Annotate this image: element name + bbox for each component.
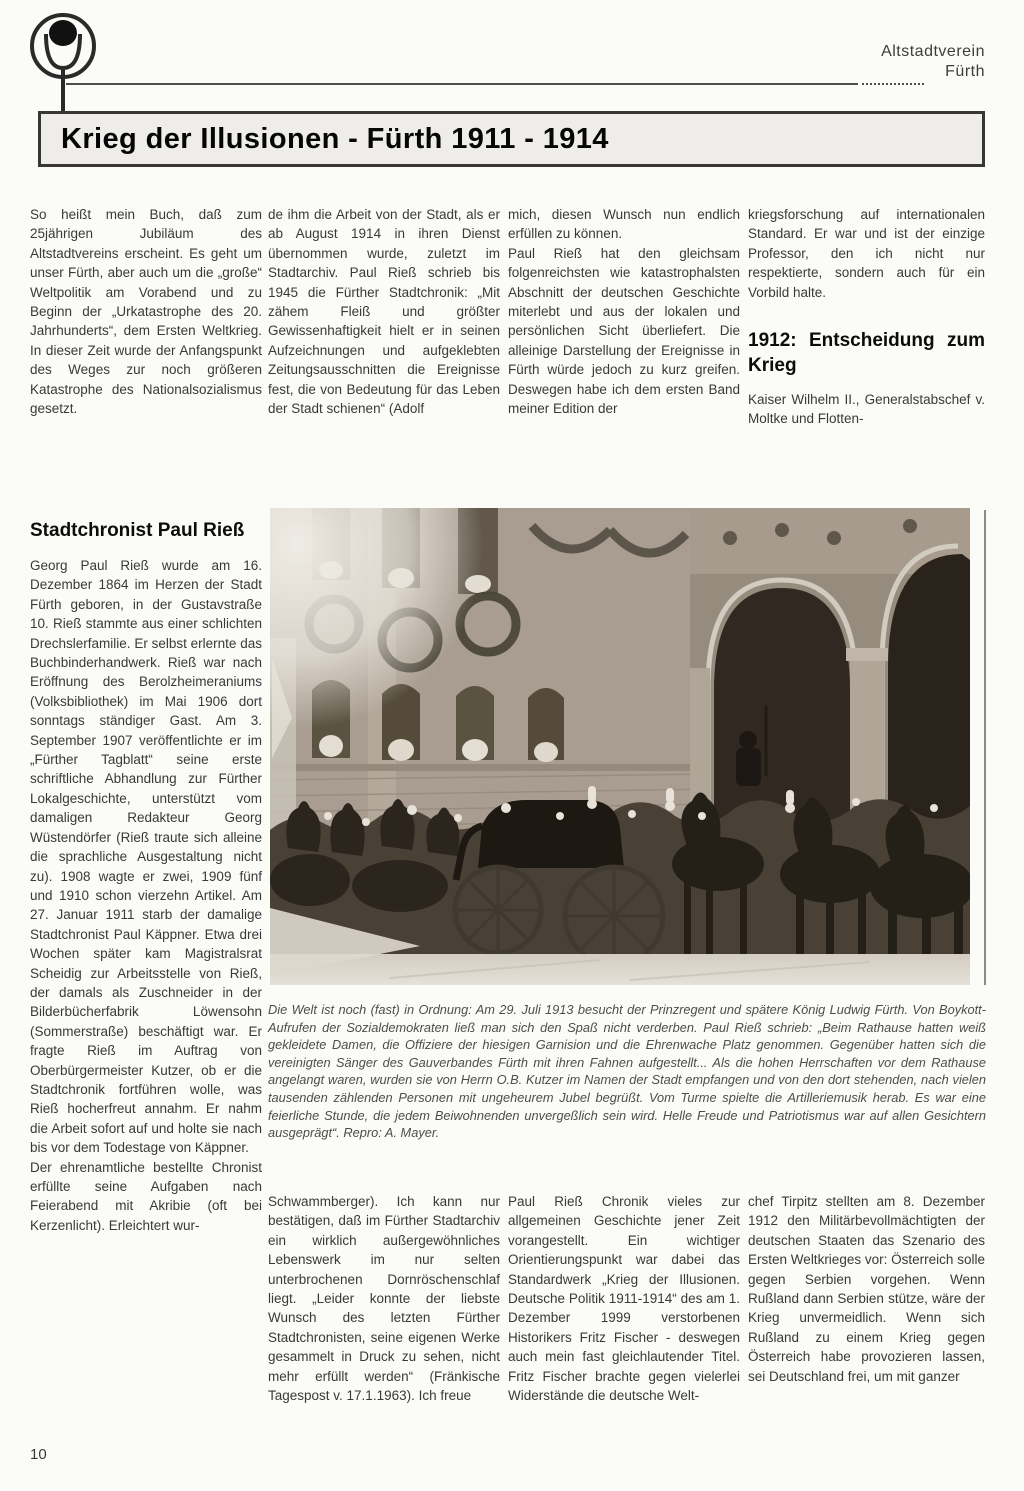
historical-photo-prinzregent-visit [270, 508, 970, 985]
intro-col3-paragraph-1: mich, diesen Wunsch nun endlich erfüllen zu können. [508, 207, 740, 242]
intro-col4-paragraph-2: Kaiser Wilhelm II., Generalstabschef v. Moltke und Flotten- [748, 392, 985, 427]
header-rule [66, 83, 858, 85]
intro-col2-text: de ihm die Arbeit von der Stadt, als er ab August 1914 in ihren Dienst übernommen wurde, zuletzt im Stadtarchiv. Paul Rieß schrieb bis 1945 die Fürther Stadtchronik: „Mit zähem Fleiß und größter Gewissenhaftigkeit hielt er in seinen Aufzeichnungen und aufgeklebten Zeitungsausschnitten die Ereignisse fest, die von Bedeutung für das Leben der Stadt schienen“ (Adolf [268, 207, 500, 417]
organization-name: Altstadtverein [881, 43, 985, 60]
section-heading-1912: 1912: Entscheidung zum Krieg [748, 330, 985, 377]
page-number: 10 [30, 1446, 47, 1463]
photo-right-border [984, 510, 986, 985]
altstadtverein-logo-icon [20, 6, 106, 118]
sidebar-heading: Stadtchronist Paul Rieß [30, 520, 245, 541]
intro-column-4 [748, 205, 985, 429]
bottom-column-4 [748, 1192, 985, 1386]
sidebar-paragraph-2: Der ehrenamtliche bestellte Chronist erfüllte seine Aufgaben nach Feierabend mit Akribie (oft bei Kerzenlicht). Erleichtert wur- [30, 1159, 262, 1233]
intro-col3-paragraph-2: Paul Rieß hat den gleichsam folgenreichsten wie katastrophalsten Abschnitt der deutschen Geschichte miterlebt und aus der lokalen und persönlichen Sicht überliefert. Die alleinige Darstellung der Ereignisse in Fürth würde jedoch zu kurz greifen. Deswegen habe ich dem ersten Band meiner Edition der [508, 245, 740, 417]
header-organization [881, 42, 985, 82]
intro-column-3 [508, 205, 740, 418]
sidebar-paragraph-1: Georg Paul Rieß wurde am 16. Dezember 1864 im Herzen der Stadt Fürth geboren, in der Gustavstraße 10. Rieß stammte aus einer schlichten Drechslerfamilie. Er selbst erlernte das Buchbinderhandwerk. Rieß war nach Eröffnung des Berolzheimeraniums (Volksbibliothek) im Mai 1906 dort sonntags ständiger Gast. Am 3. September 1907 veröffentlichte er im „Fürther Tagblatt“ seine erste schriftliche Abhandlung zur Fürther Lokalgeschichte, unterstützt vom damaligen Redakteur Georg Wüstendörfer (Rieß traute sich alleine die sprachliche Ausgestaltung nicht zu). 1908 wagte er zwei, 1909 fünf und 1910 schon vierzehn Artikel. Am 27. Januar 1911 starb der damalige Stadtchronist Paul Käppner. Etwa drei Wochen später kam Magistralsrat Scheidig zur Arbeitsstelle von Rieß, der damals als Zuschneider in der Bilderbücherfabrik Löwensohn (Sommerstraße) beschäftigt war. Er fragte Rieß im Auftrag von Oberbürgermeister Kutzer, ob er die Stadtchronik fortführen wolle, was Rieß hocherfreut annahm. Er nahm die Arbeit sofort auf und holte sie nach bis vor dem Todestage von Käppner. [30, 558, 262, 1156]
bottom-col4-text: chef Tirpitz stellten am 8. Dezember 1912 den Militärbevollmächtigten der deutschen Staaten das Szenario des Ersten Weltkrieges vor: Österreich solle gegen Serbien vorgehen. Wenn Rußland dann Serbien stütze, wäre der Krieg unvermeidlich. Wenn sich Rußland zu einem Krieg gegen Österreich habe provozieren lassen, sei Deutschland frei, um mit ganzer [748, 1194, 985, 1384]
title-bar [38, 111, 985, 167]
header-rule-dots [862, 83, 924, 85]
bottom-col3-text: Paul Rieß Chronik vieles zur allgemeinen Geschichte jener Zeit vorangestellt. Ein wichtiger Orientierungspunkt war dabei das Standardwerk „Krieg der Illusionen. Deutsche Politik 1911-1914“ des am 1. Dezember 1999 verstorbenen Historikers Fritz Fischer - deswegen auch mein fast gleichlautender Titel. Fritz Fischer brachte gegen vielerlei Widerstände die deutsche Welt- [508, 1194, 740, 1404]
intro-col4-paragraph-1: kriegsforschung auf internationalen Standard. Er war und ist der einzige Professor, den ich nicht nur respektierte, sondern auch für ein Vorbild halte. [748, 207, 985, 300]
intro-column-1 [30, 205, 262, 418]
bottom-col2-text: Schwammberger). Ich kann nur bestätigen, daß im Fürther Stadtarchiv ein wirklich außergewöhnliches Lebenswerk im nur selten unterbrochenen Dornröschenschlaf liegt. „Leider konnte der liebste Wunsch des letzten Fürther Stadtchronisten, seine eigenen Werke gesammelt in Druck zu sehen, nicht mehr erfüllt werden“ (Fränkische Tagespost v. 17.1.1963). Ich freue [268, 1194, 500, 1404]
organization-city: Fürth [945, 63, 985, 80]
bottom-column-3 [508, 1192, 740, 1405]
sidebar-article [30, 518, 262, 1235]
intro-column-2 [268, 205, 500, 418]
bottom-column-2 [268, 1192, 500, 1405]
intro-col1-text: So heißt mein Buch, daß zum 25jährigen Jubiläum des Altstadtvereins erscheint. Es geht um unser Fürth, aber auch um die „große“ Weltpolitik am Vorabend und zu Beginn der „Urkatastrophe des 20. Jahrhunderts“, dem Ersten Weltkrieg. In dieser Zeit wurde der Anfangspunkt des Weges zur noch größeren Katastrophe des Nationalsozialismus gesetzt. [30, 207, 262, 417]
page-title: Krieg der Illusionen - Fürth 1911 - 1914 [61, 122, 609, 155]
photo-caption: Die Welt ist noch (fast) in Ordnung: Am 29. Juli 1913 besucht der Prinzregent und spätere König Ludwig Fürth. Von Boykott-Aufrufen der Sozialdemokraten ließ man sich den Spaß nicht verderben. Paul Rieß schrieb: „Beim Rathause hatten weiß gekleidete Damen, die Offiziere der hiesigen Garnision und die Ehrenwache Platz genommen. Gegenüber hatten sich die vereinigten Sänger des Gauverbandes Fürth mit ihren Fahnen aufgestellt... Als die hohen Herrschaften vor dem Rathause angelangt waren, wurden sie von Herrn O.B. Kutzer im Namen der Stadt empfangen und von den dort stehenden, nach vielen tausenden zählenden Personen mit ungeheurem Jubel begrüßt. Vom Turme spielte die Artilleriemusik herab. Es war eine feierliche Stunde, die jedem Beiwohnenden unvergeßlich sein wird. Helle Freude und Patriotismus war auf allen Gesichtern ausgeprägt“. Repro: A. Mayer. [268, 1002, 986, 1141]
